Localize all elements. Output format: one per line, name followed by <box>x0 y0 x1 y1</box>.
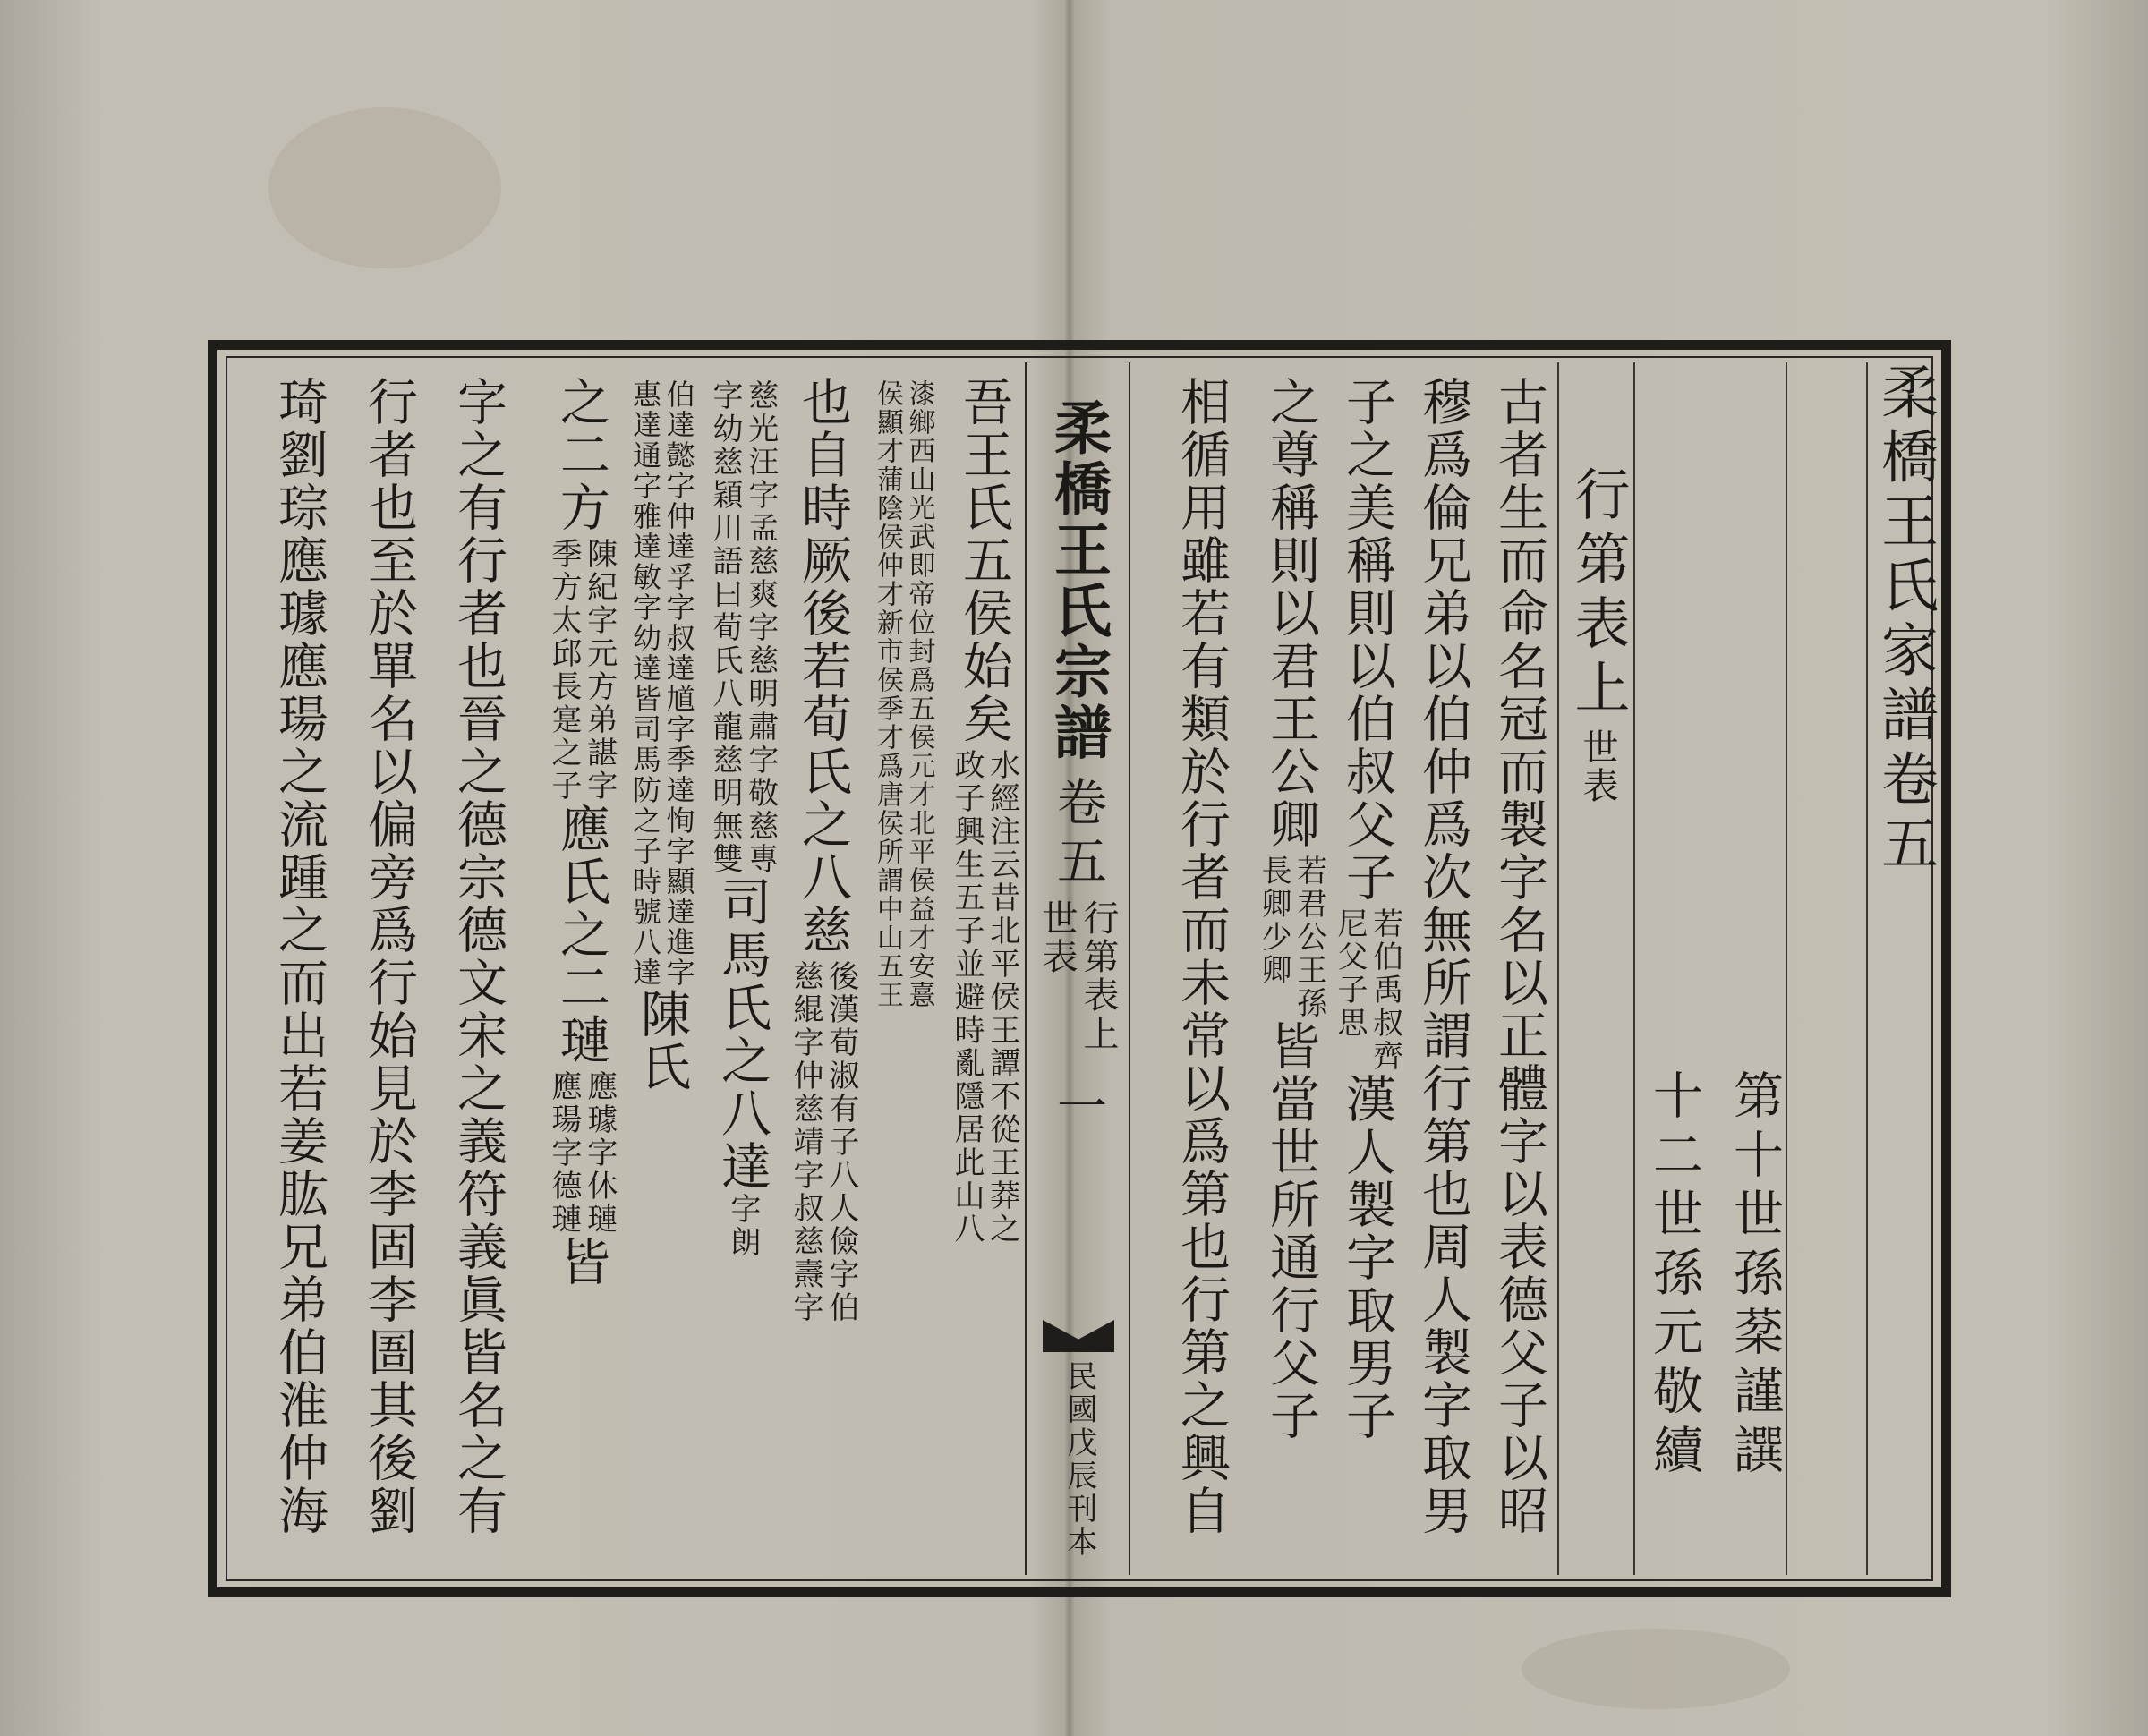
author-line-1 <box>1718 362 1790 1575</box>
text-column <box>260 362 338 1575</box>
inline-note <box>707 379 779 876</box>
note-text: 後漢荀淑有子八人儉字伯 <box>823 960 859 1324</box>
text-column <box>439 362 517 1575</box>
text-column-content: 之二方 <box>552 376 610 534</box>
note-text: 陳紀字元方弟諶字 <box>581 538 618 803</box>
column-rule <box>1866 362 1868 1575</box>
volume-title-text: 柔橋王氏家譜卷五 <box>1871 362 1938 878</box>
edition-text: 民國戊辰刊本 <box>1061 1360 1097 1559</box>
text-column <box>622 362 701 1575</box>
note-text: 政子興生五子並避時亂隱居此山八 <box>949 749 984 1246</box>
inline-note <box>788 960 859 1324</box>
inline-note <box>628 379 696 988</box>
text-column <box>944 362 1023 1575</box>
text-column-content: 字之有行者也晉之德宗德文宋之義符義眞皆名之有 <box>449 376 507 1537</box>
text-column-content: 司馬氏之八達 <box>713 876 771 1193</box>
text-column <box>783 362 862 1575</box>
text-column <box>864 362 942 1575</box>
section-subtitle: 世表 <box>1577 728 1618 805</box>
text-column-content: 行者也至於單名以偏旁爲行始見於李固李圄其後劉 <box>360 376 418 1537</box>
text-column-content: 琦劉琮應璩應瑒之流踵之而出若姜肱兄弟伯淮仲海 <box>270 376 328 1537</box>
inline-note <box>546 1070 618 1236</box>
text-column <box>1405 362 1480 1575</box>
text-column <box>1481 362 1556 1575</box>
text-column-content: 之尊稱則以君王公卿 <box>1262 376 1320 851</box>
note-text: 應瑒字德璉 <box>546 1070 582 1236</box>
note-text: 侯顯才蒲陰侯仲才新市侯季才爲唐侯所謂中山五王 <box>872 379 903 1009</box>
note-text: 字幼慈穎川語曰荀氏八龍慈明無雙 <box>707 379 743 876</box>
volume-title <box>1869 362 1940 1575</box>
page-number: 一 <box>1049 1080 1107 1139</box>
note-text: 慈緄字仲慈靖字叔慈燾字 <box>788 960 823 1324</box>
inline-note <box>1256 855 1327 1020</box>
note-text: 惠達通字雅達敏字幼達皆司馬防之子時號八達 <box>628 379 662 988</box>
column-rule <box>1633 362 1635 1575</box>
text-column-content: 穆爲倫兄弟以伯仲爲次無所謂行第也周人製字取男 <box>1414 376 1472 1537</box>
text-column-content: 也自時厥後若荀氏之八慈 <box>794 376 852 957</box>
note-text: 季方太邱長寔之子 <box>546 538 582 803</box>
text-column-content: 皆當世所通行父子 <box>1262 1020 1320 1442</box>
note-text: 漆鄉西山光武即帝位封爲五侯元才北平侯益才安憙 <box>903 379 935 1009</box>
note-text: 若伯禹叔齊 <box>1367 907 1403 1073</box>
text-column <box>703 362 781 1575</box>
book-title: 柔橋王氏宗譜 <box>1044 398 1112 763</box>
note-text: 應璩字休璉 <box>581 1070 618 1236</box>
text-column <box>1329 362 1404 1575</box>
author-line-1-text: 第十世孫棻謹譔 <box>1726 1069 1784 1483</box>
note-text: 慈光汪字孟慈爽字慈明肅字敬慈專 <box>742 379 779 876</box>
note-text: 長卿少卿 <box>1256 855 1291 987</box>
text-column-content: 古者生而命名冠而製字名以正體字以表德父子以昭 <box>1490 376 1548 1537</box>
note-text: 尼父子思 <box>1332 907 1368 1040</box>
paper-stain <box>268 107 501 268</box>
inline-note <box>949 749 1020 1246</box>
inline-note <box>546 538 618 803</box>
author-line-2 <box>1638 362 1709 1575</box>
note-text: 水經注云昔北平侯王譚不從王莽之 <box>984 749 1020 1246</box>
text-column <box>349 362 428 1575</box>
text-column-content: 相循用雖若有類於行者而未常以爲第也行第之興自 <box>1172 376 1231 1537</box>
text-column <box>1253 362 1328 1575</box>
inline-note <box>1332 907 1403 1073</box>
note-text: 若君公王孫 <box>1291 855 1327 1020</box>
paper-stain <box>1522 1629 1790 1709</box>
center-section-note <box>1038 899 1117 1053</box>
section-title: 行第表上 <box>1565 465 1631 723</box>
author-line-2-text: 十二世孫元敬續 <box>1645 1069 1703 1483</box>
column-rule <box>1557 362 1559 1575</box>
text-column <box>541 362 620 1575</box>
center-section: 行第表上 <box>1078 899 1119 1053</box>
text-column-content: 應氏之二璉 <box>552 803 610 1067</box>
text-column-content: 吾王氏五侯始矣 <box>955 376 1013 745</box>
section-heading <box>1562 362 1633 1575</box>
edition-note <box>1061 1360 1096 1575</box>
note-text: 伯達懿字仲達孚字叔達馗字季達恂字顯達進字 <box>661 379 696 988</box>
text-column-content: 子之美稱則以伯叔父子 <box>1338 376 1396 904</box>
center-sub: 世表 <box>1036 899 1078 976</box>
text-column-content: 漢人製字取男子 <box>1338 1073 1396 1442</box>
center-volume: 卷五 <box>1049 776 1107 894</box>
note-text: 字朗 <box>724 1193 761 1259</box>
inline-note <box>874 379 933 1009</box>
text-column-content: 皆 <box>552 1236 610 1289</box>
text-column-content: 陳氏 <box>633 988 691 1094</box>
text-column <box>1164 362 1239 1575</box>
